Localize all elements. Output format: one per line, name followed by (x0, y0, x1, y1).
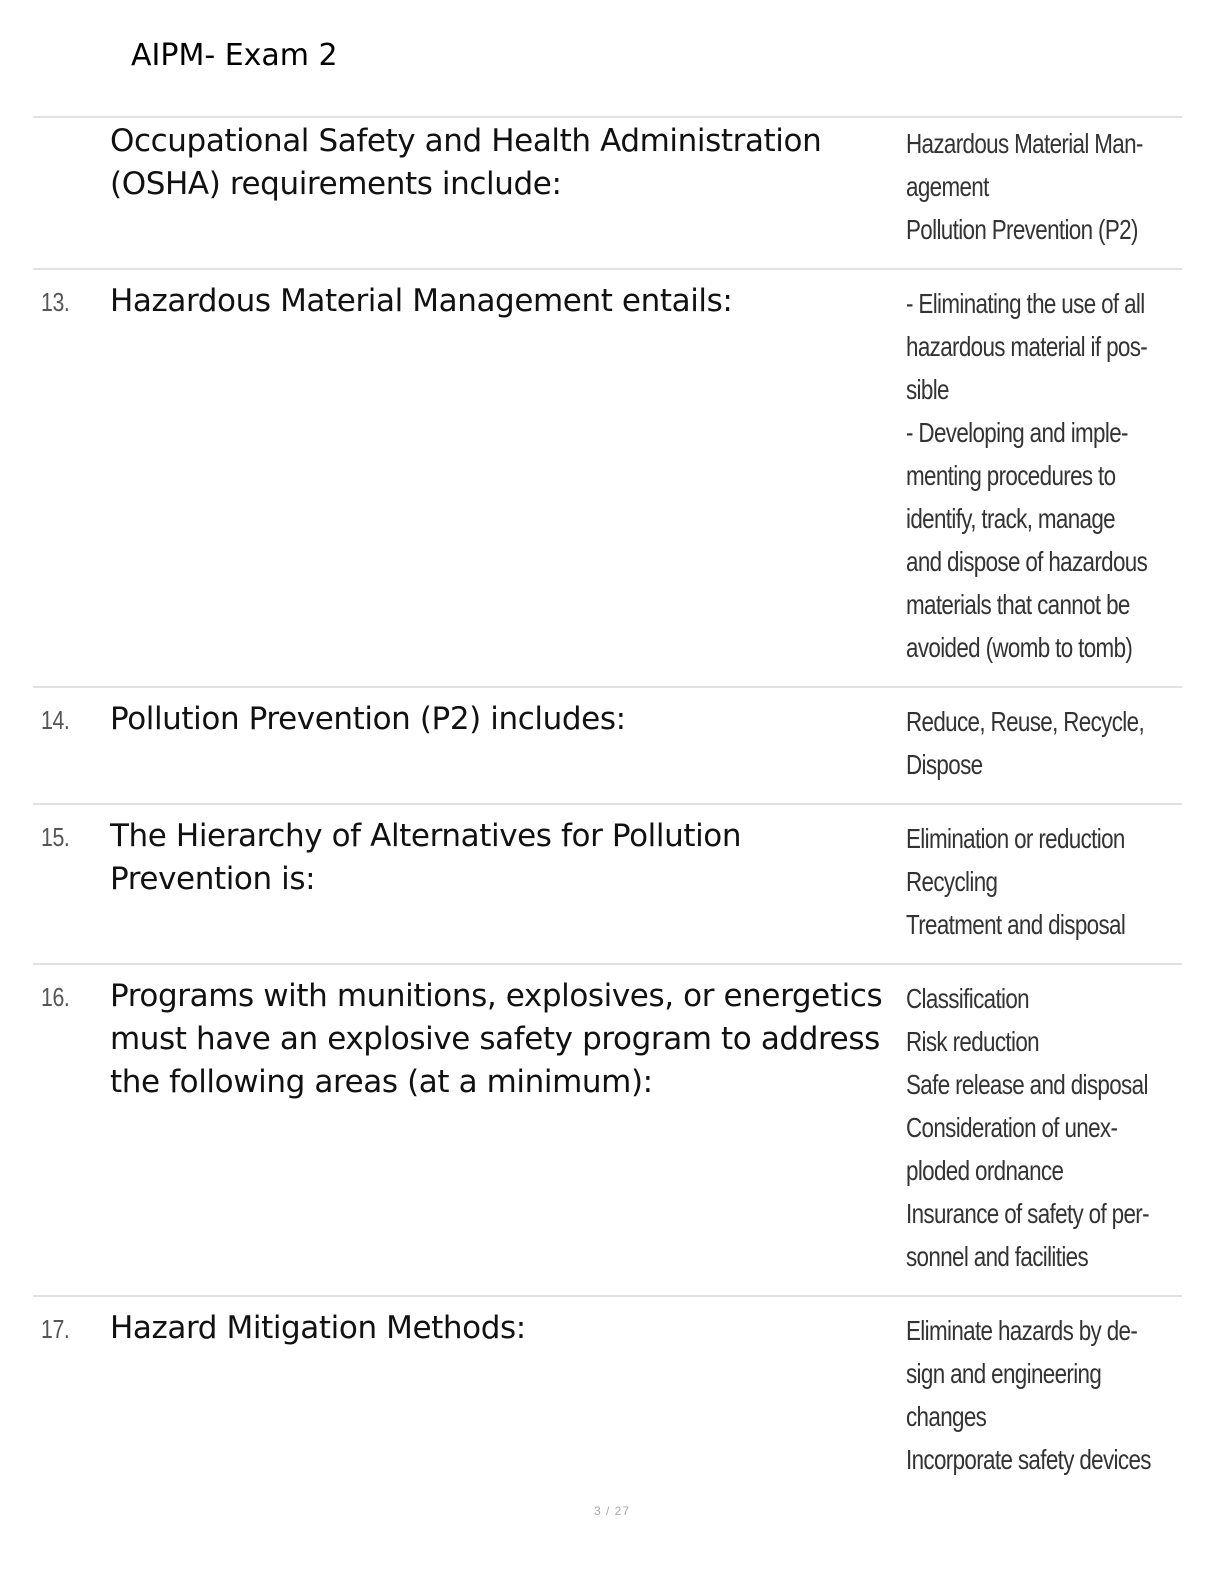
row-number: 16. (41, 982, 70, 1012)
answer-line: avoided (womb to tomb) (906, 632, 1133, 663)
answer-text (906, 1309, 1151, 1481)
page-number: 3 / 27 (593, 1504, 631, 1518)
row-number: 13. (41, 287, 70, 317)
table-row (33, 803, 1182, 963)
answer-line: Incorporate safety devices (906, 1444, 1151, 1475)
answer-line: Eliminate hazards by de- (906, 1315, 1138, 1346)
answer-line: Consideration of unex- (906, 1112, 1118, 1143)
answer-line: Pollution Prevention (P2) (906, 214, 1138, 245)
answer-text (906, 700, 1146, 786)
table-row (33, 686, 1182, 803)
question-text: Hazard Mitigation Methods: (110, 1310, 526, 1346)
answer-line: Classification (906, 983, 1030, 1014)
answer-line: and dispose of hazardous (906, 546, 1148, 577)
answer-text (906, 122, 1146, 251)
question-text: The Hierarchy of Alternatives for Pollution Prevention is: (110, 818, 742, 897)
answer-line: - Developing and imple- (906, 417, 1128, 448)
answer-line: identify, track, manage (906, 503, 1115, 534)
answer-line: sible (906, 374, 949, 405)
answer-line: sonnel and facilities (906, 1241, 1089, 1272)
table-row (33, 116, 1182, 268)
answer-line: Safe release and disposal (906, 1069, 1148, 1100)
answer-text (906, 817, 1146, 946)
answer-line: - Eliminating the use of all (906, 288, 1145, 319)
answer-line: changes (906, 1401, 987, 1432)
flashcard-table (33, 116, 1182, 1495)
table-row (33, 1295, 1182, 1495)
document-title: AIPM- Exam 2 (131, 38, 338, 73)
row-number: 15. (41, 822, 70, 852)
question-text: Hazardous Material Management entails: (110, 283, 733, 319)
answer-line: ploded ordnance (906, 1155, 1064, 1186)
answer-line: sign and engineering (906, 1358, 1102, 1389)
answer-line: Elimination or reduction (906, 823, 1125, 854)
answer-line: Treatment and disposal (906, 909, 1126, 940)
row-number: 14. (41, 705, 70, 735)
table-row (33, 963, 1182, 1295)
answer-line: hazardous material if pos- (906, 331, 1148, 362)
answer-line: materials that cannot be (906, 589, 1130, 620)
answer-text (906, 977, 1149, 1278)
question-text: Programs with munitions, explosives, or energetics must have an explosive safety program to address the following areas (at a minimum): (110, 978, 883, 1100)
question-text: Pollution Prevention (P2) includes: (110, 701, 626, 737)
answer-line: Insurance of safety of per- (906, 1198, 1149, 1229)
answer-text (906, 282, 1146, 669)
answer-line: Dispose (906, 749, 983, 780)
question-text: Occupational Safety and Health Administration (OSHA) requirements include: (110, 123, 822, 202)
answer-line: menting procedures to (906, 460, 1116, 491)
answer-line: Recycling (906, 866, 998, 897)
answer-line: Reduce, Reuse, Recycle, (906, 706, 1145, 737)
answer-line: Hazardous Material Man- (906, 128, 1143, 159)
table-row (33, 268, 1182, 686)
row-number: 17. (41, 1314, 70, 1344)
answer-line: agement (906, 171, 989, 202)
answer-line: Risk reduction (906, 1026, 1039, 1057)
